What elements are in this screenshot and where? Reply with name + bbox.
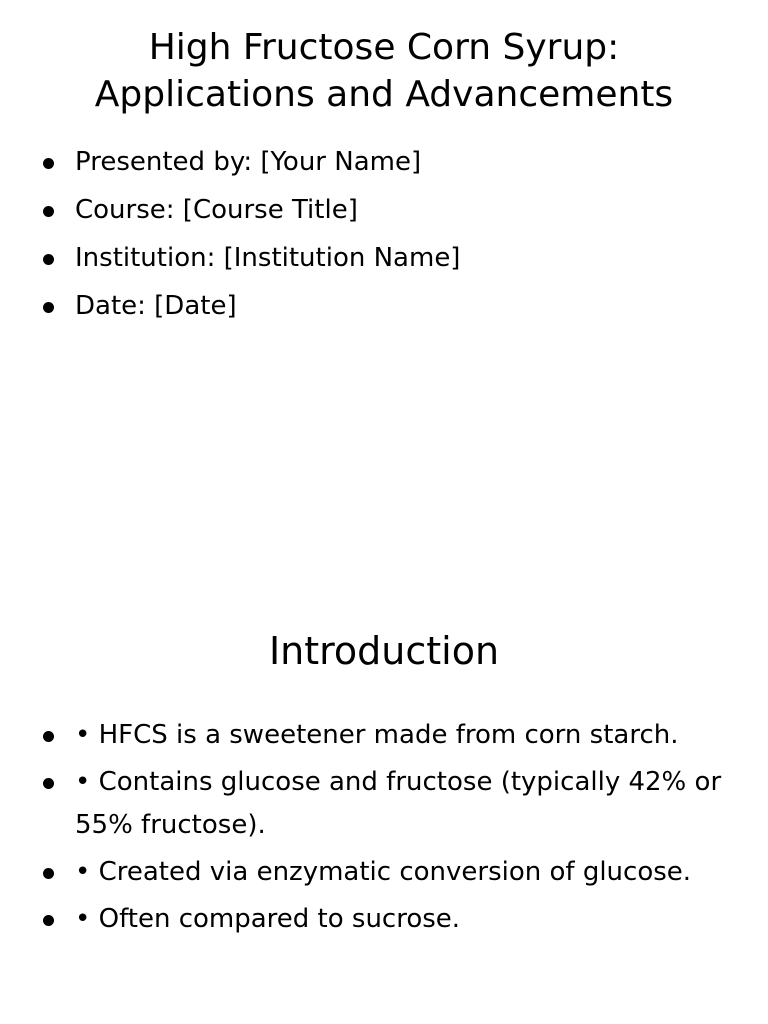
title-slide-bullet-list <box>0 141 768 333</box>
bullet-hfcs-definition <box>0 714 768 761</box>
bullet-presenter <box>0 141 768 189</box>
slide-title <box>0 24 768 118</box>
bullet-dot-icon <box>43 868 54 879</box>
slide-title-line-2: Applications and Advancements <box>94 74 674 115</box>
bullet-dot-icon <box>43 302 54 313</box>
slide-title: Introduction <box>268 629 500 673</box>
bullet-text: • Often compared to sucrose. <box>75 904 461 934</box>
bullet-dot-icon <box>43 158 54 169</box>
bullet-text: • Contains glucose and fructose (typically 42% or 55% fructose). <box>75 767 722 840</box>
bullet-text: • HFCS is a sweetener made from corn starch. <box>75 720 679 750</box>
bullet-dot-icon <box>43 915 54 926</box>
bullet-institution <box>0 237 768 285</box>
bullet-production <box>0 851 768 898</box>
bullet-course <box>0 189 768 237</box>
bullet-text: Date: [Date] <box>75 291 237 321</box>
bullet-comparison <box>0 898 768 945</box>
bullet-text: Institution: [Institution Name] <box>75 243 461 273</box>
bullet-dot-icon <box>43 254 54 265</box>
bullet-dot-icon <box>43 778 54 789</box>
bullet-text: • Created via enzymatic conversion of glucose. <box>75 857 692 887</box>
bullet-dot-icon <box>43 731 54 742</box>
bullet-composition <box>0 761 768 851</box>
slide-title-line-1: High Fructose Corn Syrup: <box>148 27 620 68</box>
bullet-text: Presented by: [Your Name] <box>75 147 422 177</box>
introduction-bullet-list <box>0 714 768 945</box>
bullet-date <box>0 285 768 333</box>
bullet-dot-icon <box>43 206 54 217</box>
introduction-slide <box>0 512 768 1024</box>
bullet-text: Course: [Course Title] <box>75 195 358 225</box>
